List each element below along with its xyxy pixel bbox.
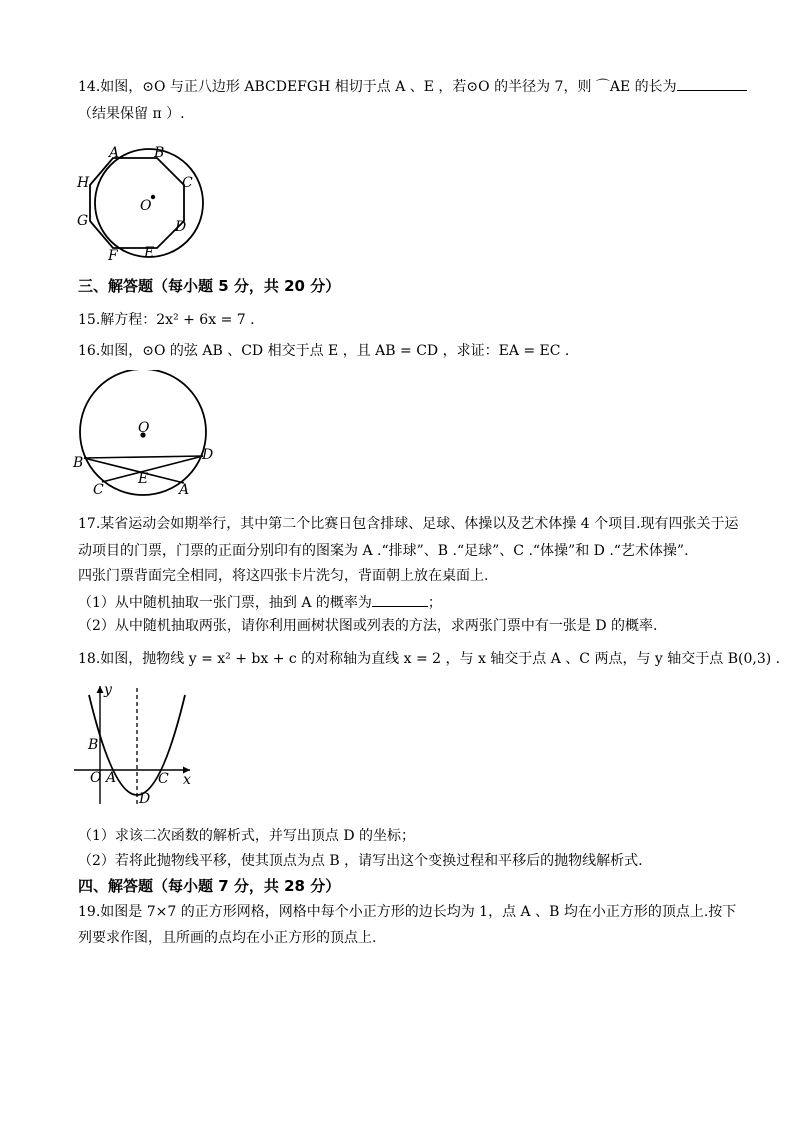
chord-ab [84,458,184,483]
label-y: y [104,682,112,698]
chord-cd [102,456,203,482]
label-c: C [182,175,193,191]
q16-figure [70,370,220,498]
label-b: B [88,737,99,753]
label-c: C [158,771,169,787]
label-c: C [93,482,104,498]
q18-part1: （1）求该二次函数的解析式，并写出顶点 D 的坐标； [78,828,416,844]
q17-part1-text: （1）从中随机抽取一张门票，抽到 A 的概率为 [78,595,372,611]
section4-title: 四、解答题（每小题 7 分，共 28 分） [78,877,341,895]
label-b: B [73,455,84,471]
label-d: D [202,447,214,463]
segment-bd [84,456,203,458]
q17-line1: 17.某省运动会如期举行，其中第二个比赛日包含排球、足球、体操以及艺术体操 4 个项目.现有四张关于运 [78,516,739,532]
label-d: D [175,219,187,235]
label-f: F [108,248,118,264]
q14-line1 [78,76,734,97]
q14-answer-blank[interactable] [677,76,747,91]
label-o: O [140,198,152,214]
q17-line3: 四张门票背面完全相同，将这四张卡片洗匀，背面朝上放在桌面上. [78,568,489,584]
label-e: E [138,471,149,487]
label-d: D [139,791,151,807]
q15-text: 15.解方程：2x² + 6x = 7 . [78,312,255,328]
q18-part2: （2）若将此抛物线平移，使其顶点为点 B ，请写出这个变换过程和平移后的抛物线解析式. [78,853,643,869]
label-h: H [77,175,90,191]
q17-part2: （2）从中随机抽取两张，请你利用画树状图或列表的方法，求两张门票中有一张是 D 的概率. [78,618,658,634]
y-axis-arrow [97,686,104,693]
label-x: x [183,772,191,788]
q17-part1-end: ； [427,595,442,611]
section3-title: 三、解答题（每小题 5 分，共 20 分） [78,277,341,295]
q19-line2: 列要求作图，且所画的点均在小正方形的顶点上. [78,930,377,946]
q14-figure [72,140,222,268]
label-b: B [154,145,165,161]
label-o: O [138,420,150,436]
q14-text: 14.如图，⊙O 与正八边形 ABCDEFGH 相切于点 A 、E ，若⊙O 的半径为 7，则 ⌒AE 的长为 [78,79,677,95]
label-o: O [90,770,102,786]
q18-figure [70,680,200,810]
label-a: A [179,482,190,498]
label-g: G [77,213,89,229]
q16-text: 16.如图，⊙O 的弦 AB 、CD 相交于点 E ，且 AB = CD ，求证：EA = EC . [78,343,570,359]
q17-part1 [78,592,734,613]
q18-text: 18.如图，抛物线 y = x² + bx + c 的对称轴为直线 x = 2 ，与 x 轴交于点 A 、C 两点，与 y 轴交于点 B(0,3) . [78,651,781,667]
q17-answer-blank[interactable] [372,592,428,607]
q17-line2: 动项目的门票，门票的正面分别印有的图案为 A .“排球”、B .“足球”、C .“体操”和 D .“艺术体操”. [78,543,689,559]
q14-line2: （结果保留 π ）. [78,106,185,122]
label-e: E [144,245,155,261]
q19-line1: 19.如图是 7×7 的正方形网格，网格中每个小正方形的边长均为 1，点 A 、B 均在小正方形的顶点上.按下 [78,904,737,920]
label-a: A [106,770,117,786]
label-a: A [109,145,120,161]
